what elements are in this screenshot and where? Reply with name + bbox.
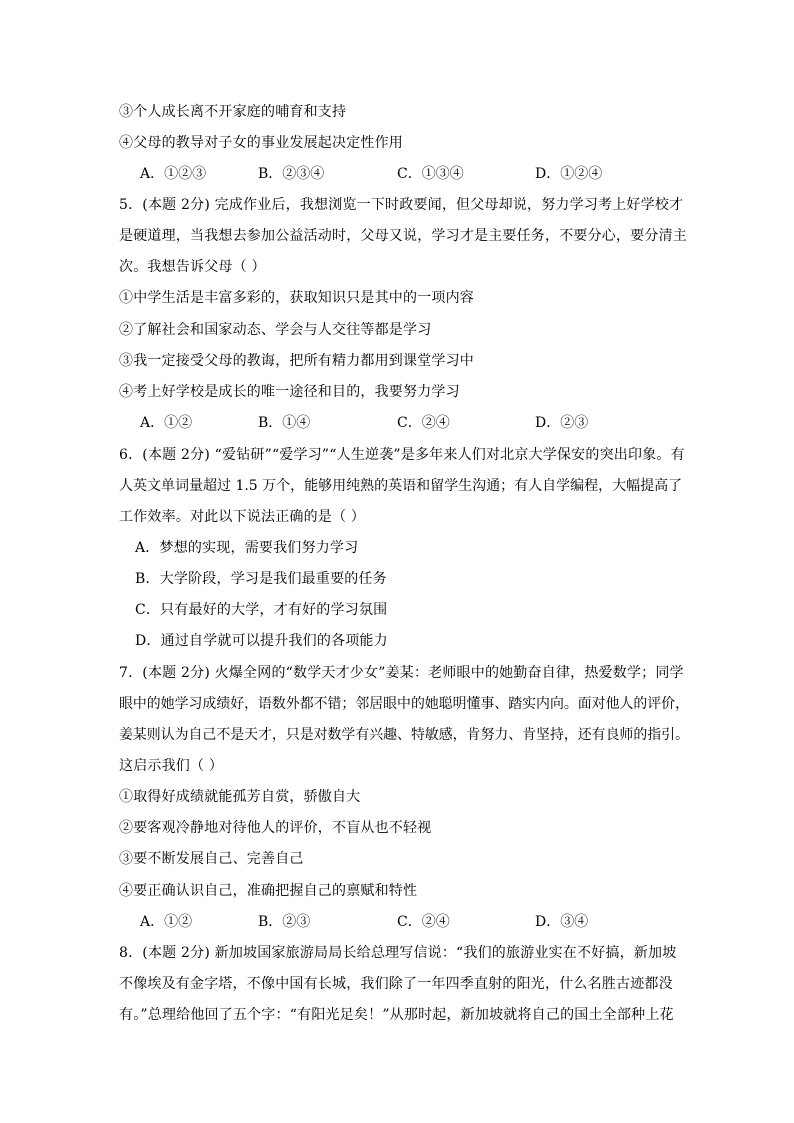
q4-option-d: D．①②④	[535, 166, 603, 182]
q5-statement-2: ②了解社会和国家动态、学会与人交往等都是学习	[119, 322, 432, 338]
q5-option-b: B．①④	[258, 415, 311, 431]
q6-choice-c: C．只有最好的大学，才有好的学习氛围	[135, 602, 388, 618]
q6-choice-d: D．通过自学就可以提升我们的各项能力	[135, 633, 388, 649]
q5-stem-line-3: 次。我想告诉父母（ ）	[119, 259, 266, 275]
q4-option-a: A．①②③	[140, 166, 207, 182]
q8-stem-line-1: 8．(本题 2分) 新加坡国家旅游局局长给总理写信说：“我们的旅游业实在不好搞，新加坡	[119, 945, 677, 961]
q7-options	[140, 912, 660, 932]
q7-option-a: A．①②	[140, 914, 193, 930]
q5-option-a: A．①②	[140, 415, 193, 431]
q5-statement-4: ④考上好学校是成长的唯一途径和目的，我要努力学习	[119, 384, 460, 400]
q7-option-c: C．②④	[397, 914, 450, 930]
q7-option-b: B．②③	[258, 914, 311, 930]
q7-stem-line-4: 这启示我们（ ）	[119, 758, 224, 774]
q6-choice-b: B．大学阶段，学习是我们最重要的任务	[135, 571, 387, 587]
q6-stem-line-1: 6．(本题 2分) “爱钻研”“爱学习”“人生逆袭”是多年来人们对北京大学保安的突出印象。有	[119, 447, 685, 463]
q7-statement-3: ③要不断发展自己、完善自己	[119, 851, 304, 867]
q4-statement-3: ③个人成长离不开家庭的哺育和支持	[119, 104, 347, 120]
q7-stem-line-3: 姜某则认为自己不是天才，只是对数学有兴趣、特敏感，肯努力、肯坚持，还有良师的指引。	[119, 727, 689, 743]
q6-choice-a: A．梦想的实现，需要我们努力学习	[135, 540, 359, 556]
q5-stem-line-1: 5．(本题 2分) 完成作业后，我想浏览一下时政要闻，但父母却说，努力学习考上好学校才	[119, 197, 684, 213]
q5-options	[140, 413, 660, 433]
q8-stem-line-3: 有。”总理给他回了五个字：“有阳光足矣！”从那时起，新加坡就将自己的国土全部种上花	[119, 1007, 674, 1023]
q6-stem-line-2: 人英文单词量超过 1.5 万个，能够用纯熟的英语和留学生沟通；有人自学编程，大幅提高了	[119, 478, 683, 494]
q5-stem-line-2: 是硬道理，当我想去参加公益活动时，父母又说，学习才是主要任务，不要分心，要分清主	[119, 228, 687, 244]
q8-stem-line-2: 不像埃及有金字塔，不像中国有长城，我们除了一年四季直射的阳光，什么名胜古迹都没	[119, 976, 673, 992]
q7-stem-line-1: 7．(本题 2分) 火爆全网的“数学天才少女”姜某：老师眼中的她勤奋自律，热爱数学；同学	[119, 665, 684, 681]
q4-option-b: B．②③④	[258, 166, 325, 182]
q5-option-d: D．②③	[535, 415, 589, 431]
q6-stem-line-3: 工作效率。对此以下说法正确的是（ ）	[119, 509, 366, 525]
q5-statement-3: ③我一定接受父母的教诲，把所有精力都用到课堂学习中	[119, 353, 474, 369]
q7-statement-2: ②要客观冷静地对待他人的评价，不盲从也不轻视	[119, 820, 432, 836]
q7-statement-1: ①取得好成绩就能孤芳自赏，骄傲自大	[119, 789, 361, 805]
q4-options	[140, 164, 660, 184]
q4-option-c: C．①③④	[397, 166, 464, 182]
q5-statement-1: ①中学生活是丰富多彩的，获取知识只是其中的一项内容	[119, 290, 474, 306]
q7-stem-line-2: 眼中的她学习成绩好，语数外都不错；邻居眼中的她聪明懂事、踏实内向。面对他人的评价，	[119, 696, 689, 712]
q7-statement-4: ④要正确认识自己，准确把握自己的禀赋和特性	[119, 883, 418, 899]
q5-option-c: C．②④	[397, 415, 450, 431]
q4-statement-4: ④父母的教导对子女的事业发展起决定性作用	[119, 135, 403, 151]
q7-option-d: D．③④	[535, 914, 589, 930]
